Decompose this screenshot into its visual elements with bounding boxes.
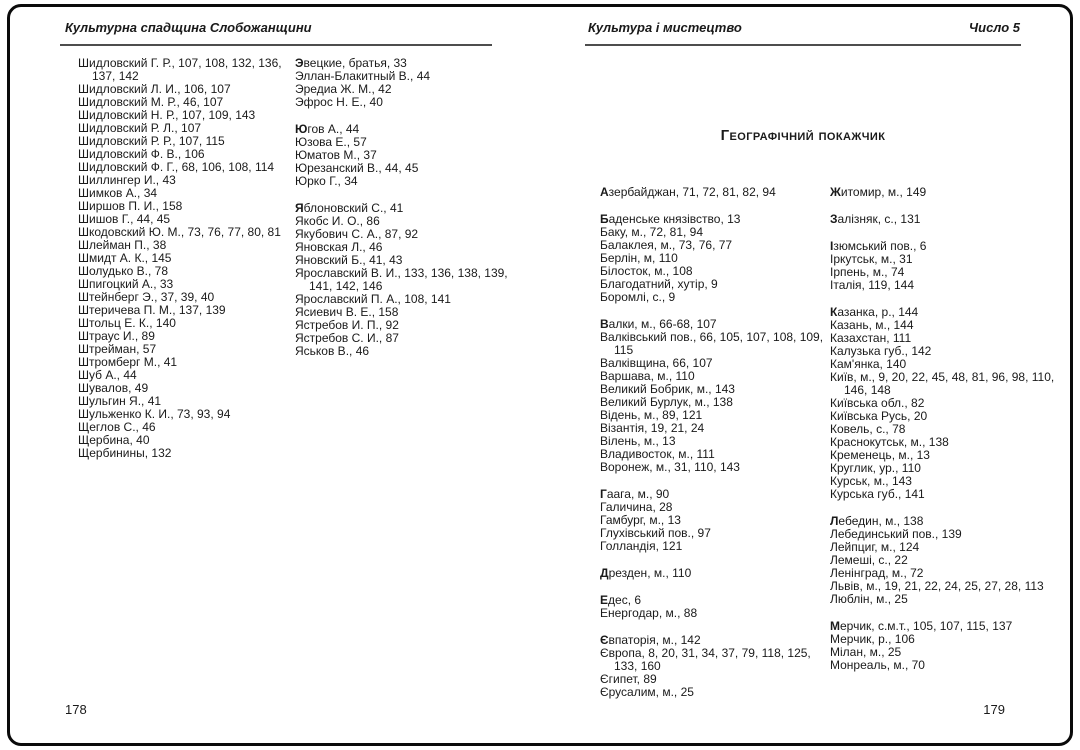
index-entry: Яблоновский С., 41 bbox=[295, 201, 404, 215]
index-entry: Київська обл., 82 bbox=[830, 396, 925, 410]
index-entry: Ярославский П. А., 108, 141 bbox=[295, 292, 451, 306]
index-letter-group bbox=[600, 488, 830, 553]
index-letter-group bbox=[600, 634, 830, 699]
index-entry: Відень, м., 89, 121 bbox=[600, 408, 703, 422]
index-entry: Штеричева П. М., 137, 139 bbox=[78, 303, 226, 317]
index-entry: Казанка, р., 144 bbox=[830, 305, 919, 319]
index-letter-group bbox=[295, 57, 509, 109]
index-entry: Валки, м., 66-68, 107 bbox=[600, 317, 717, 331]
section-title-geographic-index: Географічний покажчик bbox=[720, 127, 886, 144]
index-entry: Штольц Е. К., 140 bbox=[78, 316, 176, 330]
index-entry: Варшава, м., 110 bbox=[600, 369, 695, 383]
index-entry: Калузька губ., 142 bbox=[830, 344, 932, 358]
index-entry: Баденське князівство, 13 bbox=[600, 212, 741, 226]
index-entry: Штромберг М., 41 bbox=[78, 355, 178, 369]
index-entry: Шидловский Ф. В., 106 bbox=[78, 147, 205, 161]
index-entry: Шпигоцкий А., 33 bbox=[78, 277, 174, 291]
index-entry: Шидловский Г. Р., 107, 108, 132, 136, 137, 142 bbox=[78, 56, 282, 83]
index-entry: Житомир, м., 149 bbox=[830, 185, 927, 199]
index-entry: Боромлі, с., 9 bbox=[600, 290, 676, 304]
index-entry: Ястребов И. П., 92 bbox=[295, 318, 399, 332]
index-entry: Ленінград, м., 72 bbox=[830, 566, 924, 580]
index-entry: Едес, 6 bbox=[600, 593, 642, 607]
index-entry: Київська Русь, 20 bbox=[830, 409, 928, 423]
index-entry: Владивосток, м., 111 bbox=[600, 447, 715, 461]
index-entry: Юзова Е., 57 bbox=[295, 135, 367, 149]
index-entry: Білосток, м., 108 bbox=[600, 264, 693, 278]
index-entry: Шлейман П., 38 bbox=[78, 238, 167, 252]
index-entry: Монреаль, м., 70 bbox=[830, 658, 925, 672]
index-entry: Краснокутськ, м., 138 bbox=[830, 435, 949, 449]
right-header-rule bbox=[585, 44, 1021, 46]
index-letter-group bbox=[78, 57, 290, 460]
index-entry: Лейпциг, м., 124 bbox=[830, 540, 920, 554]
index-entry: Шкодовский Ю. М., 73, 76, 77, 80, 81 bbox=[78, 225, 281, 239]
index-entry: Эфрос Н. Е., 40 bbox=[295, 95, 383, 109]
index-entry: Шидловский Р. Р., 107, 115 bbox=[78, 134, 225, 148]
index-entry: Юматов М., 37 bbox=[295, 148, 377, 162]
index-entry: Казахстан, 111 bbox=[830, 331, 912, 345]
index-letter-group bbox=[830, 213, 1060, 226]
right-page-index-column-1 bbox=[600, 186, 830, 699]
index-entry: Євпаторія, м., 142 bbox=[600, 633, 701, 647]
index-entry: Балаклея, м., 73, 76, 77 bbox=[600, 238, 733, 252]
index-entry: Яновский Б., 41, 43 bbox=[295, 253, 403, 267]
index-entry: Якобс И. О., 86 bbox=[295, 214, 380, 228]
issue-number: Число 5 bbox=[968, 20, 1020, 35]
index-entry: Шмидт А. К., 145 bbox=[78, 251, 172, 265]
index-entry: Эллан-Блакитный В., 44 bbox=[295, 69, 431, 83]
index-entry: Мерчик, с.м.т., 105, 107, 115, 137 bbox=[830, 619, 1013, 633]
right-page-index-column-2 bbox=[830, 186, 1060, 672]
index-entry: Ярославский В. И., 133, 136, 138, 139, 141, 142, 146 bbox=[295, 266, 508, 293]
index-letter-group bbox=[600, 318, 830, 474]
index-letter-group bbox=[600, 594, 830, 620]
index-entry: Великий Бобрик, м., 143 bbox=[600, 382, 735, 396]
index-entry: Юрезанский В., 44, 45 bbox=[295, 161, 419, 175]
index-entry: Кам'янка, 140 bbox=[830, 357, 907, 371]
index-entry: Шидловский М. Р., 46, 107 bbox=[78, 95, 224, 109]
index-entry: Азербайджан, 71, 72, 81, 82, 94 bbox=[600, 185, 776, 199]
index-entry: Круглик, ур., 110 bbox=[830, 461, 921, 475]
index-entry: Великий Бурлук, м., 138 bbox=[600, 395, 733, 409]
index-entry: Яновская Л., 46 bbox=[295, 240, 383, 254]
index-entry: Енергодар, м., 88 bbox=[600, 606, 698, 620]
index-entry: Шувалов, 49 bbox=[78, 381, 149, 395]
index-entry: Валківський пов., 66, 105, 107, 108, 109, 115 bbox=[600, 330, 824, 357]
index-entry: Глухівський пов., 97 bbox=[600, 526, 711, 540]
index-entry: Шуб А., 44 bbox=[78, 368, 137, 382]
index-entry: Шидловский Ф. Г., 68, 106, 108, 114 bbox=[78, 160, 275, 174]
index-entry: Кременець, м., 13 bbox=[830, 448, 930, 462]
index-entry: Європа, 8, 20, 31, 34, 37, 79, 118, 125, 133, 160 bbox=[600, 646, 811, 673]
index-entry: Ірпень, м., 74 bbox=[830, 265, 905, 279]
index-entry: Шульженко К. И., 73, 93, 94 bbox=[78, 407, 231, 421]
index-entry: Візантія, 19, 21, 24 bbox=[600, 421, 705, 435]
index-letter-group bbox=[295, 123, 509, 188]
index-entry: Гаага, м., 90 bbox=[600, 487, 670, 501]
index-entry: Ковель, с., 78 bbox=[830, 422, 906, 436]
index-entry: Єрусалим, м., 25 bbox=[600, 685, 694, 699]
index-entry: Штраус И., 89 bbox=[78, 329, 155, 343]
index-entry: Шишов Г., 44, 45 bbox=[78, 212, 171, 226]
right-page-number: 179 bbox=[983, 702, 1005, 717]
index-entry: Київ, м., 9, 20, 22, 45, 48, 81, 96, 98, 110, 146, 148 bbox=[830, 370, 1055, 397]
index-entry: Лемеші, с., 22 bbox=[830, 553, 908, 567]
index-entry: Шидловский Н. Р., 107, 109, 143 bbox=[78, 108, 256, 122]
index-entry: Ястребов С. И., 87 bbox=[295, 331, 399, 345]
index-entry: Мерчик, р., 106 bbox=[830, 632, 915, 646]
index-entry: Эвецкие, братья, 33 bbox=[295, 56, 407, 70]
index-letter-group bbox=[830, 515, 1060, 606]
index-entry: Лебедин, м., 138 bbox=[830, 514, 924, 528]
index-entry: Ізюмський пов., 6 bbox=[830, 239, 927, 253]
index-entry: Гамбург, м., 13 bbox=[600, 513, 681, 527]
index-letter-group bbox=[295, 202, 509, 358]
index-entry: Вілень, м., 13 bbox=[600, 434, 676, 448]
index-letter-group bbox=[830, 240, 1060, 292]
index-entry: Галичина, 28 bbox=[600, 500, 673, 514]
index-entry: Штейнберг Э., 37, 39, 40 bbox=[78, 290, 215, 304]
index-entry: Юрко Г., 34 bbox=[295, 174, 358, 188]
index-entry: Іркутськ, м., 31 bbox=[830, 252, 913, 266]
index-entry: Голландія, 121 bbox=[600, 539, 683, 553]
index-entry: Щербина, 40 bbox=[78, 433, 150, 447]
index-entry: Ясиевич В. Е., 158 bbox=[295, 305, 399, 319]
index-entry: Баку, м., 72, 81, 94 bbox=[600, 225, 704, 239]
left-page-index-column-2 bbox=[295, 57, 509, 358]
left-page-running-head: Культурна спадщина Слобожанщини bbox=[65, 20, 312, 35]
index-entry: Залізняк, с., 131 bbox=[830, 212, 921, 226]
index-entry: Казань, м., 144 bbox=[830, 318, 914, 332]
index-entry: Шолудько В., 78 bbox=[78, 264, 169, 278]
index-entry: Шиллингер И., 43 bbox=[78, 173, 176, 187]
index-letter-group bbox=[830, 186, 1060, 199]
index-entry: Берлін, м, 110 bbox=[600, 251, 678, 265]
index-entry: Благодатний, хутір, 9 bbox=[600, 277, 718, 291]
index-entry: Воронеж, м., 31, 110, 143 bbox=[600, 460, 740, 474]
index-entry: Яськов В., 46 bbox=[295, 344, 370, 358]
index-entry: Єгипет, 89 bbox=[600, 672, 657, 686]
index-entry: Штрейман, 57 bbox=[78, 342, 157, 356]
index-entry: Італія, 119, 144 bbox=[830, 278, 915, 292]
left-header-rule bbox=[60, 44, 492, 46]
index-letter-group bbox=[830, 620, 1060, 672]
index-entry: Шульгин Я., 41 bbox=[78, 394, 162, 408]
index-entry: Курськ, м., 143 bbox=[830, 474, 912, 488]
index-entry: Щербинины, 132 bbox=[78, 446, 172, 460]
index-letter-group bbox=[830, 306, 1060, 501]
index-entry: Валківщина, 66, 107 bbox=[600, 356, 713, 370]
index-letter-group bbox=[600, 186, 830, 199]
index-entry: Шимков А., 34 bbox=[78, 186, 158, 200]
left-page-index-column-1 bbox=[78, 57, 290, 460]
index-entry: Дрезден, м., 110 bbox=[600, 566, 692, 580]
index-entry: Щеглов С., 46 bbox=[78, 420, 156, 434]
index-entry: Эредиа Ж. М., 42 bbox=[295, 82, 392, 96]
right-page-running-head: Культура і мистецтво bbox=[588, 20, 742, 35]
index-entry: Шидловский Л. И., 106, 107 bbox=[78, 82, 231, 96]
index-letter-group bbox=[600, 567, 830, 580]
index-entry: Югов А., 44 bbox=[295, 122, 360, 136]
index-entry: Якубович С. А., 87, 92 bbox=[295, 227, 419, 241]
index-entry: Шидловский Р. Л., 107 bbox=[78, 121, 202, 135]
index-entry: Лебединський пов., 139 bbox=[830, 527, 962, 541]
index-entry: Ширшов П. И., 158 bbox=[78, 199, 183, 213]
index-entry: Люблін, м., 25 bbox=[830, 592, 908, 606]
index-entry: Львів, м., 19, 21, 22, 24, 25, 27, 28, 113 bbox=[830, 579, 1044, 593]
index-entry: Курська губ., 141 bbox=[830, 487, 925, 501]
index-letter-group bbox=[600, 213, 830, 304]
left-page-number: 178 bbox=[65, 702, 87, 717]
index-entry: Мілан, м., 25 bbox=[830, 645, 902, 659]
